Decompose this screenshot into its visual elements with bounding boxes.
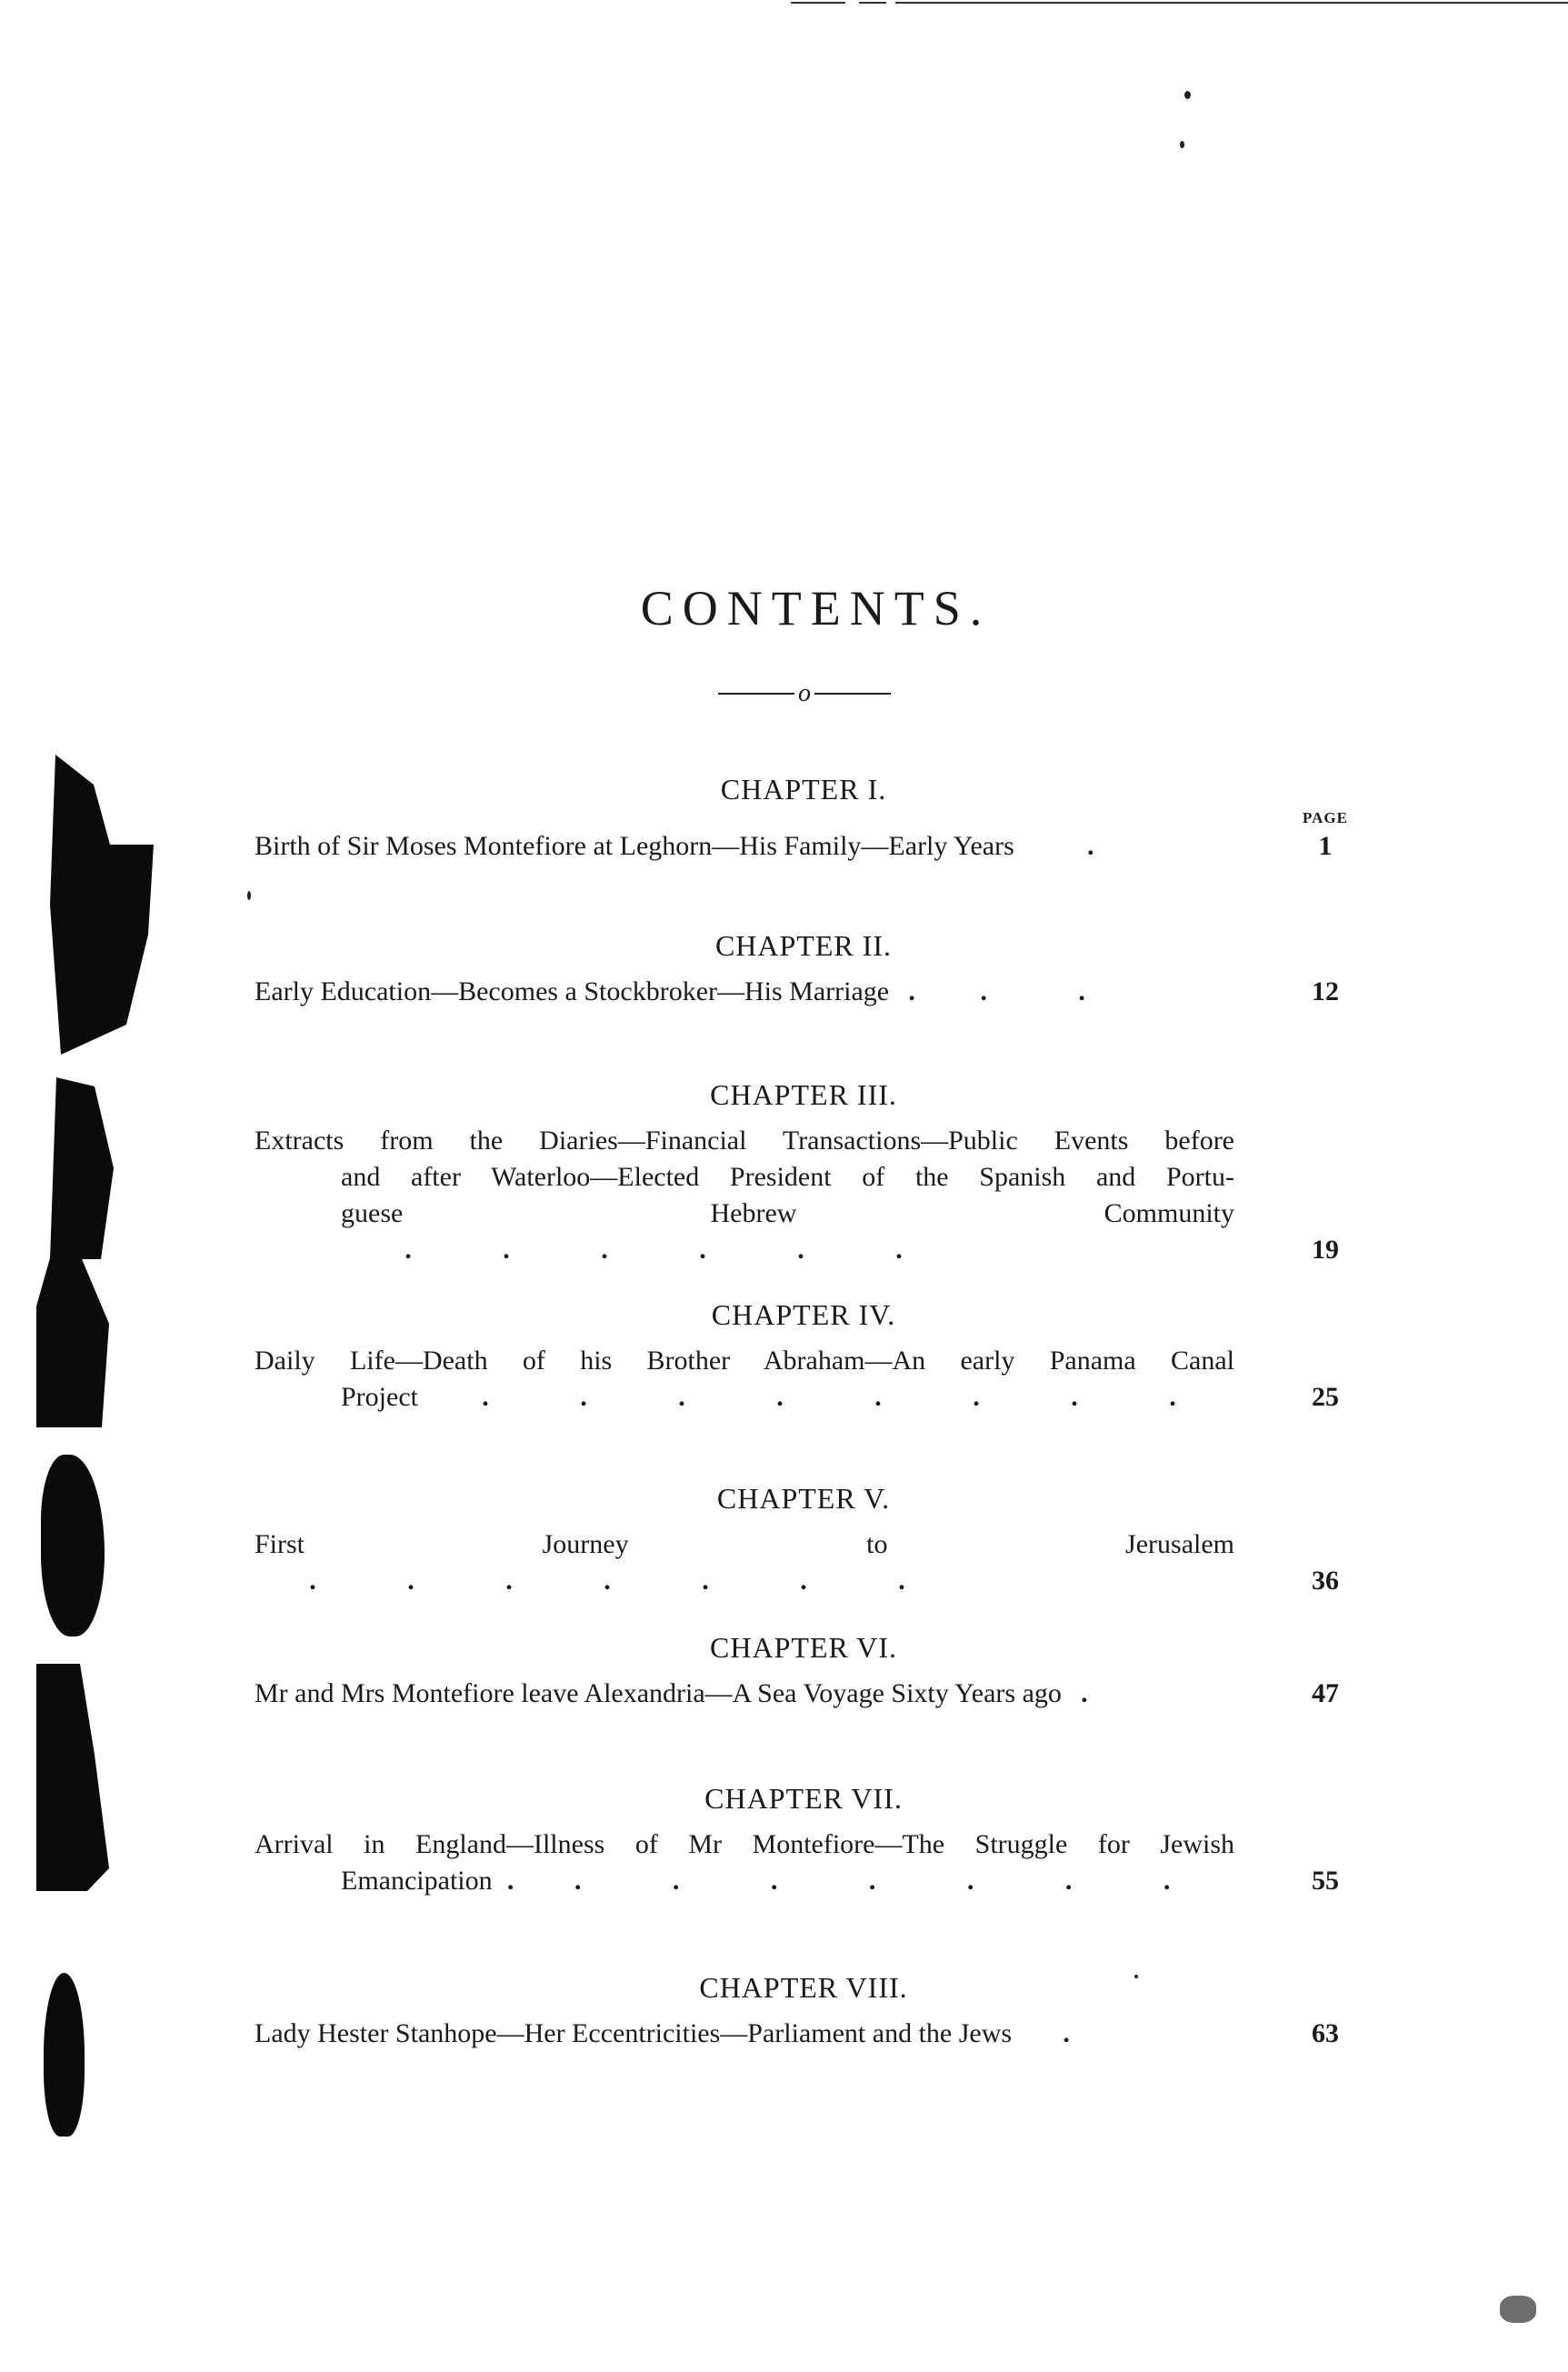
page-number: 55 bbox=[1312, 1866, 1339, 1896]
chapter-description bbox=[255, 1526, 1339, 1599]
description-line: and after Waterloo—Elected President of the Spanish and Portu- bbox=[341, 1162, 1234, 1192]
dot-leaders: . . . . . . . . bbox=[506, 1866, 1171, 1896]
dot-leaders: . bbox=[1087, 831, 1094, 861]
chapter-entry bbox=[255, 929, 1353, 1010]
top-edge-rule bbox=[895, 2, 1568, 4]
description-line: Early Education—Becomes a Stockbroker—His Marriage . . . bbox=[255, 974, 1234, 1010]
ornament-rule-right bbox=[814, 693, 891, 695]
dot-leaders: . bbox=[1063, 2018, 1070, 2048]
chapter-heading: CHAPTER II. bbox=[714, 929, 893, 962]
chapter-description bbox=[255, 974, 1339, 1010]
chapter-entry bbox=[255, 1631, 1353, 1712]
top-edge-rule bbox=[791, 2, 845, 4]
chapter-entry bbox=[255, 1298, 1353, 1416]
page-title: CONTENTS. bbox=[640, 581, 992, 636]
dot-leaders: . . . . . . . . bbox=[482, 1382, 1176, 1412]
chapter-heading: CHAPTER V. bbox=[716, 1482, 891, 1515]
description-line: Daily Life—Death of his Brother Abraham—An early Panama Canal bbox=[255, 1346, 1234, 1376]
page-number: 63 bbox=[1312, 2018, 1339, 2048]
margin-shadow bbox=[50, 755, 159, 1055]
description-line: Mr and Mrs Montefiore leave Alexandria—A Sea Voyage Sixty Years ago . bbox=[255, 1676, 1234, 1712]
description-line: Birth of Sir Moses Montefiore at Leghorn—His Family—Early Years . bbox=[255, 828, 1234, 865]
page-number: 36 bbox=[1312, 1566, 1339, 1596]
page-number: 1 bbox=[1318, 831, 1333, 861]
dot-leaders: . . . . . . bbox=[404, 1235, 903, 1265]
chapter-heading: CHAPTER I. bbox=[720, 773, 887, 806]
ink-speck bbox=[1184, 91, 1191, 99]
chapter-entry bbox=[255, 1971, 1353, 2052]
chapter-entry bbox=[255, 1782, 1353, 1899]
description-line: Project . . . . . . . . bbox=[255, 1379, 1234, 1416]
ink-speck bbox=[247, 891, 251, 900]
chapter-heading: CHAPTER IV. bbox=[711, 1298, 896, 1331]
page-column-label: PAGE bbox=[1303, 809, 1348, 826]
chapter-description bbox=[255, 1676, 1339, 1712]
ornament-rule-left bbox=[718, 693, 794, 695]
description-line: Extracts from the Diaries—Financial Transactions—Public Events before bbox=[255, 1126, 1234, 1156]
page-number: 47 bbox=[1312, 1678, 1339, 1708]
dot-leaders: . . . bbox=[908, 976, 1085, 1006]
description-line: Lady Hester Stanhope—Her Eccentricities—Parliament and the Jews . bbox=[255, 2016, 1234, 2052]
chapter-entry bbox=[255, 1482, 1353, 1599]
chapter-entry bbox=[255, 1078, 1353, 1268]
page-number: 12 bbox=[1312, 976, 1339, 1006]
chapter-heading: CHAPTER III. bbox=[710, 1078, 897, 1111]
description-line: Arrival in England—Illness of Mr Montefiore—The Struggle for Jewish bbox=[255, 1829, 1234, 1859]
margin-shadow bbox=[44, 1973, 85, 2137]
dot-leaders: . . . . . . . bbox=[309, 1566, 905, 1596]
description-line: Emancipation . . . . . . . . bbox=[255, 1863, 1234, 1899]
top-edge-rule bbox=[859, 2, 886, 4]
chapter-heading: CHAPTER VI. bbox=[710, 1631, 897, 1664]
title-ornament bbox=[718, 680, 891, 707]
page-number: 19 bbox=[1312, 1235, 1339, 1265]
ornament-glyph: o bbox=[798, 679, 811, 707]
margin-shadow bbox=[36, 1664, 109, 1891]
ink-speck bbox=[1180, 141, 1184, 148]
chapter-description bbox=[255, 1123, 1339, 1268]
page-number: 25 bbox=[1312, 1382, 1339, 1412]
chapter-description bbox=[255, 1343, 1339, 1416]
chapter-description bbox=[255, 2016, 1339, 2052]
margin-shadow bbox=[36, 1255, 109, 1427]
dot-leaders: . bbox=[1081, 1678, 1088, 1708]
chapter-description bbox=[255, 1827, 1339, 1899]
description-line: First Journey to Jerusalem. . . . . . . bbox=[255, 1526, 1234, 1599]
description-line: guese Hebrew Community. . . . . . bbox=[255, 1196, 1234, 1268]
margin-shadow bbox=[50, 1077, 114, 1259]
margin-shadow bbox=[1500, 2296, 1536, 2323]
chapter-description bbox=[255, 828, 1333, 865]
chapter-entry bbox=[255, 773, 1353, 865]
chapter-heading: CHAPTER VIII. bbox=[699, 1971, 908, 2004]
margin-shadow bbox=[41, 1455, 105, 1636]
chapter-heading: CHAPTER VII. bbox=[704, 1782, 903, 1815]
